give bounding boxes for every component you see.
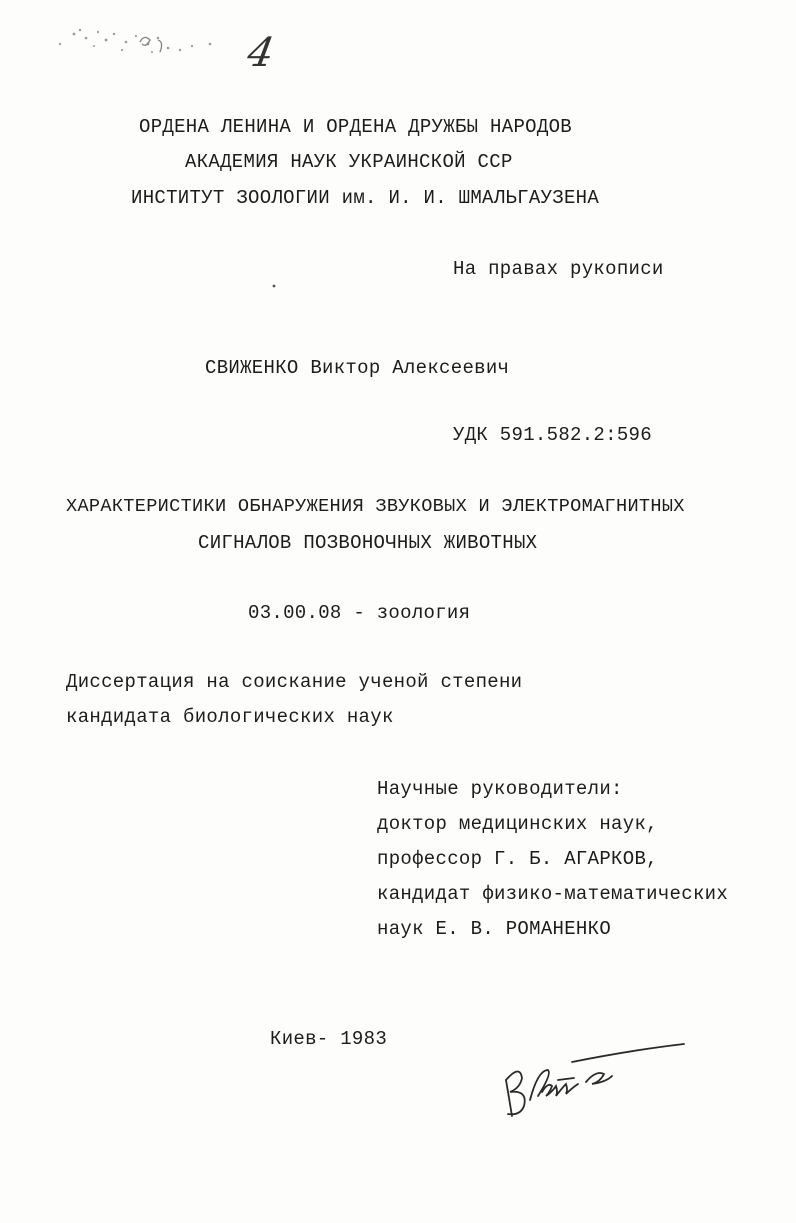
- supervisors-line-1: Научные руководители:: [377, 778, 623, 800]
- supervisors-line-4: кандидат физико-математических: [377, 883, 729, 905]
- rights-note: На правах рукописи: [453, 258, 664, 280]
- paper-speck: [271, 283, 277, 289]
- supervisors-line-5: наук Е. В. РОМАНЕНКО: [377, 918, 612, 940]
- degree-line-1: Диссертация на соискание ученой степени: [66, 671, 523, 693]
- author-name: СВИЖЕНКО Виктор Алексеевич: [205, 357, 510, 379]
- supervisors-line-2: доктор медицинских наук,: [377, 813, 658, 835]
- title-line-1: ХАРАКТЕРИСТИКИ ОБНАРУЖЕНИЯ ЗВУКОВЫХ И ЭЛЕКТРОМАГНИТНЫХ: [66, 496, 685, 517]
- specialty: 03.00.08 - зоология: [248, 602, 471, 624]
- title-line-2: СИГНАЛОВ ПОЗВОНОЧНЫХ ЖИВОТНЫХ: [198, 532, 538, 554]
- udc-code: УДК 591.582.2:596: [453, 424, 652, 446]
- header-line-2: АКАДЕМИЯ НАУК УКРАИНСКОЙ ССР: [185, 151, 513, 173]
- handwritten-page-number: 4: [243, 30, 278, 76]
- degree-line-2: кандидата биологических наук: [66, 706, 394, 728]
- handwritten-signature: [500, 1038, 700, 1128]
- header-line-3: ИНСТИТУТ ЗООЛОГИИ им. И. И. ШМАЛЬГАУЗЕНА: [131, 187, 600, 209]
- header-line-1: ОРДЕНА ЛЕНИНА И ОРДЕНА ДРУЖБЫ НАРОДОВ: [139, 116, 572, 138]
- faint-stamp-marks: [40, 20, 240, 80]
- supervisors-line-3: профессор Г. Б. АГАРКОВ,: [377, 848, 658, 870]
- place-year: Киев- 1983: [270, 1028, 388, 1050]
